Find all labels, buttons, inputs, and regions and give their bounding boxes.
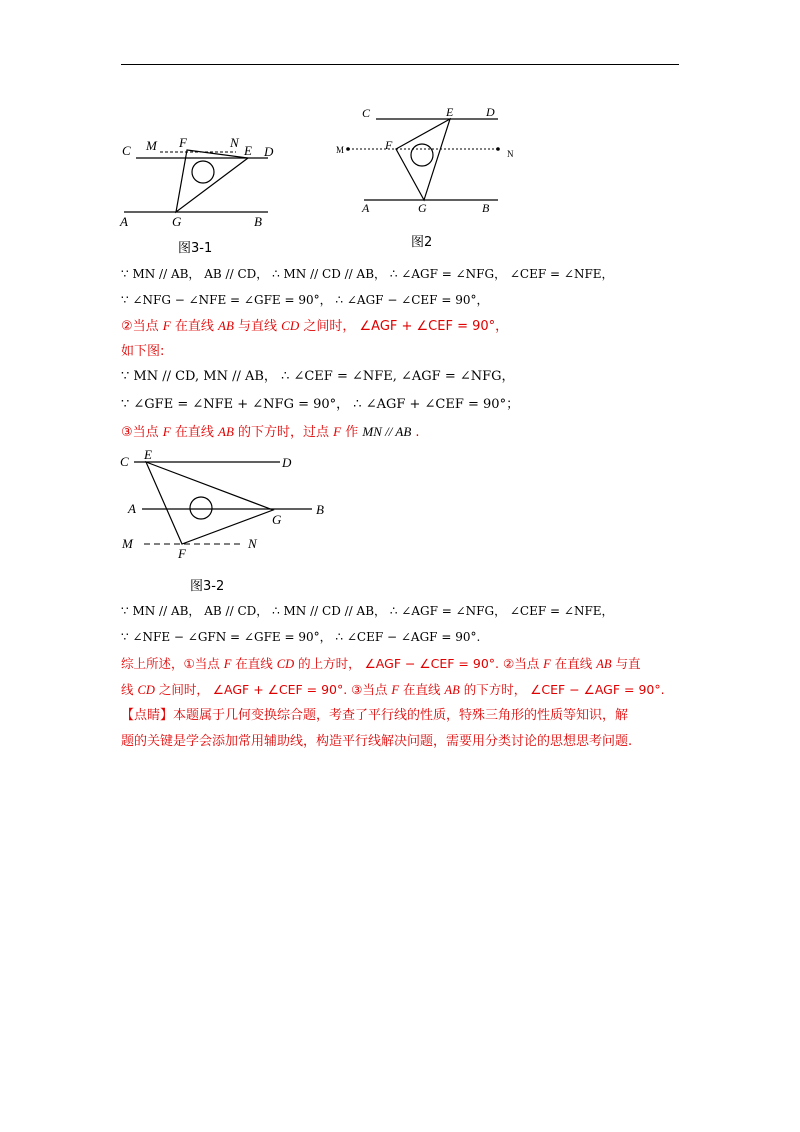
comment-line-2: 题的关键是学会添加常用辅助线，构造平行线解决问题，需要用分类讨论的思想思考问题.	[121, 734, 633, 749]
comment-line-1: 【点睛】本题属于几何变换综合题，考查了平行线的性质，特殊三角形的性质等知识，解	[121, 708, 629, 723]
figure-2-caption: 图2	[411, 235, 433, 250]
case-3-point-f-2: F	[333, 424, 342, 439]
summary-line-cd-2: CD	[137, 683, 155, 697]
label-e: E	[144, 447, 152, 462]
label-g: G	[272, 512, 282, 527]
header-rule	[121, 64, 679, 65]
case-2-heading	[121, 318, 508, 335]
summary-text-c: 在直线	[231, 656, 277, 671]
case-3-text-g: 作	[341, 425, 363, 440]
label-m: M	[336, 145, 345, 155]
case-2-text-e: 与直线	[233, 319, 282, 334]
label-n: N	[248, 536, 257, 551]
label-e: E	[446, 105, 454, 119]
figure-3-1-caption: 图3-1	[178, 241, 213, 256]
summary-text-2a: 线	[121, 682, 138, 697]
label-d: D	[282, 455, 292, 470]
case-3-point-f: F	[162, 424, 171, 439]
summary-line-cd: CD	[276, 657, 295, 671]
summary-line-1	[121, 656, 641, 672]
figure-3-2-caption: 图3-2	[190, 579, 225, 594]
label-e: E	[244, 143, 252, 158]
figure-3-1-drawing	[118, 130, 288, 236]
summary-text-2g: 的下方时， ∠CEF − ∠AGF = 90°.	[459, 682, 665, 697]
label-d: D	[486, 105, 495, 119]
label-a: A	[128, 501, 136, 516]
label-b: B	[482, 201, 490, 215]
summary-point-f-3: F	[391, 683, 400, 697]
case-3-text-e: 的下方时，过点	[233, 425, 334, 440]
summary-text-2c: 之间时， ∠AGF + ∠CEF = 90°. ③当点	[154, 682, 392, 697]
proof-line-1: ∵ MN // AB， AB // CD， ∴ MN // CD // AB， ∴ ∠AGF = ∠NFG， ∠CEF = ∠NFE，	[121, 267, 614, 281]
label-d: D	[264, 144, 274, 159]
summary-line-ab: AB	[596, 657, 612, 671]
label-b: B	[316, 502, 324, 517]
case-3-mn-ab: MN // AB	[362, 424, 412, 439]
proof-line-9: ∵ ∠NFE − ∠GFN = ∠GFE = 90°， ∴ ∠CEF − ∠AGF = 90°.	[121, 630, 481, 644]
proof-line-2: ∵ ∠NFG − ∠NFE = ∠GFE = 90°， ∴ ∠AGF − ∠CEF = 90°，	[121, 293, 489, 307]
as-figure-below: 如下图:	[121, 344, 165, 359]
proof-line-8: ∵ MN // AB， AB // CD， ∴ MN // CD // AB， ∴ ∠AGF = ∠NFG， ∠CEF = ∠NFE，	[121, 604, 614, 618]
case-2-point-f: F	[162, 318, 171, 333]
label-n: N	[507, 149, 514, 159]
case-3-text-c: 在直线	[170, 425, 219, 440]
case-2-text-c: 在直线	[170, 319, 219, 334]
label-g: G	[172, 214, 182, 229]
label-m: M	[122, 536, 133, 551]
figure-3-2-drawing	[116, 448, 336, 560]
case-3-heading	[121, 424, 420, 441]
case-3-text-a: ③当点	[121, 425, 163, 440]
summary-point-f-2: F	[543, 657, 551, 671]
label-c: C	[120, 454, 129, 469]
label-c: C	[362, 106, 371, 120]
label-f: F	[179, 135, 187, 150]
label-m: M	[146, 138, 157, 153]
case-2-line-cd: CD	[281, 318, 300, 333]
label-n: N	[230, 135, 239, 150]
label-b: B	[254, 214, 262, 229]
figure-2-drawing	[336, 100, 526, 218]
case-3-text-i: .	[411, 425, 420, 440]
summary-text-e: 的上方时， ∠AGF − ∠CEF = 90°. ②当点	[294, 656, 544, 671]
figure-2	[336, 100, 526, 218]
case-2-text-a: ②当点	[121, 319, 163, 334]
summary-point-f: F	[223, 657, 232, 671]
summary-line-2	[121, 682, 665, 698]
label-f: F	[385, 138, 393, 152]
summary-text-i: 与直	[611, 656, 641, 671]
figure-3-1	[118, 130, 288, 236]
case-2-text-g: 之间时， ∠AGF + ∠CEF = 90°，	[299, 319, 509, 334]
case-3-line-ab: AB	[218, 424, 234, 439]
summary-text-2e: 在直线	[399, 682, 445, 697]
label-c: C	[122, 143, 131, 158]
proof-line-5: ∵ MN // CD, MN // AB， ∴ ∠CEF = ∠NFE, ∠AGF = ∠NFG，	[121, 369, 515, 384]
figure-3-2	[116, 448, 336, 560]
proof-line-6: ∵ ∠GFE = ∠NFE + ∠NFG = 90°， ∴ ∠AGF + ∠CEF = 90°；	[121, 397, 520, 412]
label-a: A	[120, 214, 128, 229]
summary-text-a: 综上所述，①当点	[121, 656, 224, 671]
summary-text-g: 在直线	[550, 656, 597, 671]
summary-line-ab-2: AB	[444, 683, 460, 697]
label-a: A	[362, 201, 370, 215]
case-2-line-ab: AB	[218, 318, 234, 333]
label-g: G	[418, 201, 427, 215]
label-f: F	[178, 546, 186, 561]
